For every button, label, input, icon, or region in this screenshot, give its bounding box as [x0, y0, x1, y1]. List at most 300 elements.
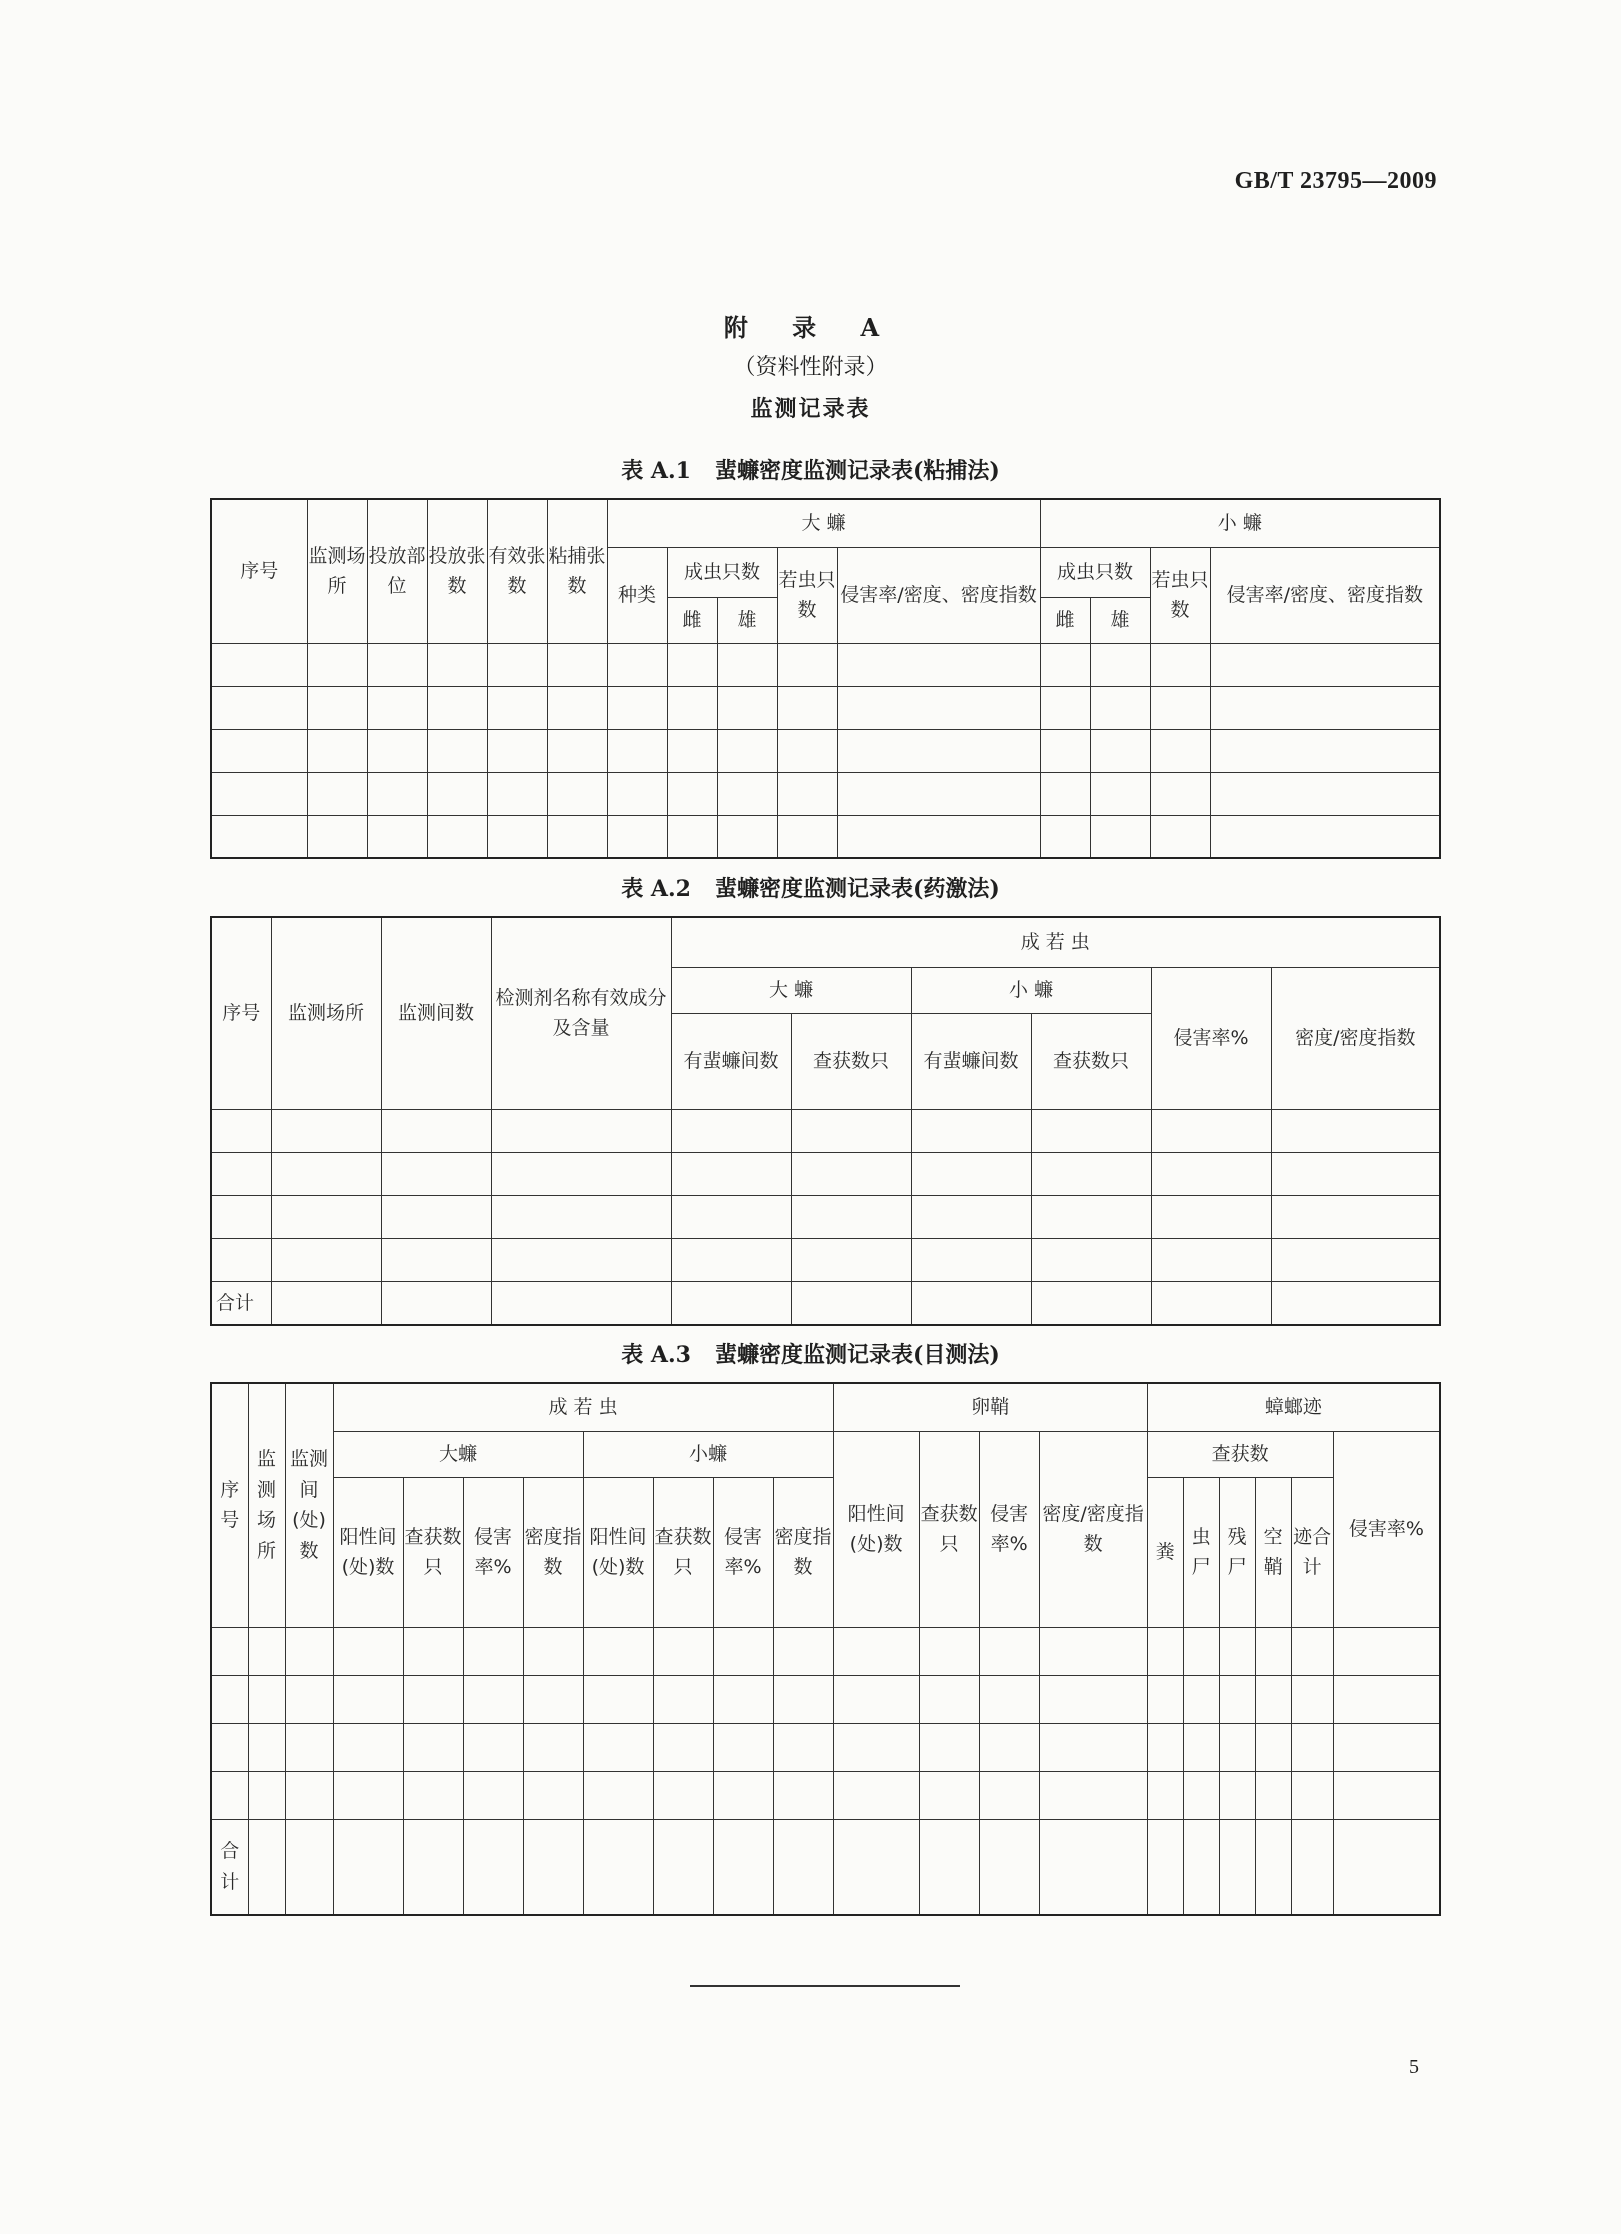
a1-table-cell — [1210, 643, 1440, 686]
a1-header-small: 小 蠊 — [1040, 499, 1440, 547]
a1-table-row — [211, 643, 1440, 686]
a3-table-cell — [1255, 1771, 1291, 1819]
a3-total-cell — [1333, 1819, 1440, 1915]
a2-table-cell — [791, 1195, 911, 1238]
a3-total-cell — [1183, 1819, 1219, 1915]
a3-table-cell — [1219, 1627, 1255, 1675]
table-a2 — [210, 916, 1441, 1326]
a1-table-cell — [1150, 643, 1210, 686]
a3-header-infest-rate-small: 侵害率% — [713, 1477, 773, 1627]
a1-table-cell — [837, 815, 1040, 858]
a3-table-cell — [1255, 1675, 1291, 1723]
a1-table-row — [211, 729, 1440, 772]
a1-table-cell — [367, 643, 427, 686]
a2-table-cell — [381, 1195, 491, 1238]
a1-table-cell — [777, 643, 837, 686]
a3-total-cell — [523, 1819, 583, 1915]
a3-table-cell — [523, 1675, 583, 1723]
a1-header-valid: 有效张数 — [487, 499, 547, 643]
a1-table-cell — [307, 686, 367, 729]
a3-total-cell — [1147, 1819, 1183, 1915]
a3-table-cell — [1291, 1723, 1333, 1771]
a1-data-rows — [211, 643, 1440, 858]
a3-total-cell — [403, 1819, 463, 1915]
a3-table-cell — [773, 1771, 833, 1819]
a3-header-found-traces: 查获数 — [1147, 1431, 1333, 1477]
a1-table-cell — [1210, 686, 1440, 729]
a3-table-cell — [583, 1675, 653, 1723]
a2-header-site: 监测场所 — [271, 917, 381, 1109]
a3-header-adult-nymph: 成 若 虫 — [333, 1383, 833, 1431]
a2-table-cell — [211, 1152, 271, 1195]
a3-table-cell — [653, 1627, 713, 1675]
a1-table-cell — [427, 686, 487, 729]
a2-total-cell — [271, 1281, 381, 1325]
a3-total-cell — [1291, 1819, 1333, 1915]
a2-table-cell — [911, 1238, 1031, 1281]
table-a3-number: 表 A.3 — [621, 1342, 691, 1368]
a3-table-cell — [1147, 1627, 1183, 1675]
a2-total-cell — [911, 1281, 1031, 1325]
a2-table-cell — [911, 1195, 1031, 1238]
a1-table-cell — [607, 686, 667, 729]
a3-table-cell — [211, 1723, 248, 1771]
a2-total-cell — [1271, 1281, 1440, 1325]
a3-header-density-large: 密度指数 — [523, 1477, 583, 1627]
a3-table-cell — [403, 1771, 463, 1819]
a3-table-cell — [919, 1723, 979, 1771]
a3-header-empty-ootheca: 空鞘 — [1255, 1477, 1291, 1627]
a3-total-cell — [919, 1819, 979, 1915]
a3-table-cell — [1219, 1723, 1255, 1771]
a2-header-small: 小 蠊 — [911, 967, 1151, 1013]
a1-table-cell — [211, 686, 307, 729]
a1-header-part: 投放部位 — [367, 499, 427, 643]
a3-total-label: 合计 — [211, 1819, 248, 1915]
a3-table-cell — [919, 1675, 979, 1723]
a1-table-row — [211, 772, 1440, 815]
a3-table-cell — [833, 1675, 919, 1723]
a2-table-cell — [271, 1195, 381, 1238]
table-a3-caption — [0, 1338, 1621, 1369]
a3-header-ootheca: 卵鞘 — [833, 1383, 1147, 1431]
a3-table-cell — [523, 1771, 583, 1819]
a1-table-cell — [487, 729, 547, 772]
annex-note: （资料性附录） — [733, 355, 888, 380]
a3-table-cell — [1333, 1723, 1440, 1771]
a1-table-row — [211, 686, 1440, 729]
a3-table-cell — [333, 1627, 403, 1675]
a1-table-cell — [427, 643, 487, 686]
a3-table-cell — [211, 1627, 248, 1675]
a2-table-cell — [911, 1109, 1031, 1152]
a3-table-cell — [285, 1675, 333, 1723]
a3-table-cell — [583, 1771, 653, 1819]
a3-header-positive-small: 阳性间(处)数 — [583, 1477, 653, 1627]
a3-table-cell — [1039, 1627, 1147, 1675]
a1-table-cell — [667, 643, 717, 686]
a2-total-cell — [791, 1281, 911, 1325]
table-a2-number: 表 A.2 — [621, 876, 691, 902]
a3-table-cell — [1147, 1723, 1183, 1771]
a3-table-cell — [713, 1675, 773, 1723]
a3-table-cell — [463, 1675, 523, 1723]
a1-table-cell — [1090, 643, 1150, 686]
a1-header-large: 大 蠊 — [607, 499, 1040, 547]
a2-table-cell — [381, 1238, 491, 1281]
a1-table-cell — [777, 686, 837, 729]
a3-table-cell — [463, 1771, 523, 1819]
a2-total-cell — [1031, 1281, 1151, 1325]
a2-table-cell — [1271, 1195, 1440, 1238]
a3-table-cell — [403, 1723, 463, 1771]
a3-table-cell — [833, 1723, 919, 1771]
a3-header-ootheca-density: 密度/密度指数 — [1039, 1431, 1147, 1627]
a1-table-cell — [777, 729, 837, 772]
a3-table-cell — [248, 1723, 285, 1771]
a3-table-cell — [1039, 1771, 1147, 1819]
a1-table-cell — [547, 729, 607, 772]
annex-heading: 监测记录表 — [750, 396, 871, 422]
a1-table-cell — [487, 686, 547, 729]
a2-table-cell — [491, 1109, 671, 1152]
a2-header-adult-nymph: 成 若 虫 — [671, 917, 1440, 967]
a3-total-cell — [1039, 1819, 1147, 1915]
a3-header-large: 大蠊 — [333, 1431, 583, 1477]
a3-table-cell — [919, 1627, 979, 1675]
a3-header-corpse: 虫尸 — [1183, 1477, 1219, 1627]
a2-table-row — [211, 1109, 1440, 1152]
a1-table-cell — [1090, 686, 1150, 729]
a3-table-cell — [1183, 1771, 1219, 1819]
a3-table-cell — [1039, 1675, 1147, 1723]
a3-table-cell — [248, 1627, 285, 1675]
a1-table-cell — [367, 772, 427, 815]
a2-total-cell — [1151, 1281, 1271, 1325]
a3-header-positive-large: 阳性间(处)数 — [333, 1477, 403, 1627]
table-a1 — [210, 498, 1441, 859]
a3-total-cell — [248, 1819, 285, 1915]
a1-header-female-small: 雌 — [1040, 597, 1090, 643]
a1-table-cell — [667, 772, 717, 815]
a2-total-cell — [671, 1281, 791, 1325]
a1-table-cell — [1090, 729, 1150, 772]
a1-table-cell — [1040, 643, 1090, 686]
a3-table-cell — [285, 1627, 333, 1675]
a1-table-cell — [667, 815, 717, 858]
a1-table-cell — [667, 729, 717, 772]
a2-table-cell — [381, 1109, 491, 1152]
a3-data-rows — [211, 1627, 1440, 1819]
a3-table-cell — [773, 1627, 833, 1675]
a3-header-density-small: 密度指数 — [773, 1477, 833, 1627]
a3-table-cell — [403, 1627, 463, 1675]
a2-header-large: 大 蠊 — [671, 967, 911, 1013]
a3-table-cell — [773, 1675, 833, 1723]
a2-table-cell — [671, 1238, 791, 1281]
a2-table-cell — [211, 1195, 271, 1238]
a3-header-remains: 残尸 — [1219, 1477, 1255, 1627]
a1-table-cell — [717, 643, 777, 686]
a3-table-cell — [333, 1723, 403, 1771]
a1-table-cell — [487, 772, 547, 815]
a1-table-cell — [427, 729, 487, 772]
a3-header-site: 监测场所 — [248, 1383, 285, 1627]
a3-table-cell — [248, 1771, 285, 1819]
a2-table-cell — [791, 1152, 911, 1195]
a3-table-row — [211, 1771, 1440, 1819]
a3-table-cell — [285, 1771, 333, 1819]
a3-table-cell — [333, 1675, 403, 1723]
a3-table-cell — [1333, 1771, 1440, 1819]
a2-table-cell — [671, 1152, 791, 1195]
a1-header-infest-large: 侵害率/密度、密度指数 — [837, 547, 1040, 643]
a1-table-cell — [717, 815, 777, 858]
a1-table-cell — [1150, 772, 1210, 815]
a2-table-cell — [491, 1238, 671, 1281]
a2-table-cell — [211, 1109, 271, 1152]
table-a1-number: 表 A.1 — [621, 458, 691, 484]
a3-total-cell — [1255, 1819, 1291, 1915]
a3-header-small: 小蠊 — [583, 1431, 833, 1477]
a2-table-cell — [271, 1152, 381, 1195]
standard-number: GB/T 23795—2009 — [1234, 168, 1437, 194]
a1-header-site: 监测场所 — [307, 499, 367, 643]
a3-table-cell — [248, 1675, 285, 1723]
a3-table-cell — [1333, 1675, 1440, 1723]
a3-table-cell — [919, 1771, 979, 1819]
a2-table-cell — [491, 1195, 671, 1238]
a1-table-cell — [307, 729, 367, 772]
a2-table-cell — [791, 1238, 911, 1281]
a1-table-cell — [367, 815, 427, 858]
a3-table-cell — [653, 1771, 713, 1819]
a1-table-cell — [307, 815, 367, 858]
a3-table-cell — [653, 1675, 713, 1723]
a1-table-cell — [777, 815, 837, 858]
a2-table-cell — [1031, 1238, 1151, 1281]
a2-header-infested-rooms-large: 有蜚蠊间数 — [671, 1013, 791, 1109]
a3-table-cell — [713, 1627, 773, 1675]
a2-total-cell — [381, 1281, 491, 1325]
a3-total-cell — [713, 1819, 773, 1915]
a2-total-label: 合计 — [211, 1281, 271, 1325]
a1-table-cell — [307, 643, 367, 686]
a3-table-cell — [211, 1771, 248, 1819]
a2-table-cell — [1271, 1109, 1440, 1152]
a2-table-cell — [911, 1152, 1031, 1195]
a3-header-found-small: 查获数只 — [653, 1477, 713, 1627]
a1-table-cell — [1090, 772, 1150, 815]
a1-table-cell — [1150, 729, 1210, 772]
a2-header-density: 密度/密度指数 — [1271, 967, 1440, 1109]
a1-table-cell — [211, 815, 307, 858]
a1-table-cell — [607, 643, 667, 686]
a3-table-cell — [1219, 1675, 1255, 1723]
a2-header-found-small: 查获数只 — [1031, 1013, 1151, 1109]
a1-table-cell — [667, 686, 717, 729]
a2-table-cell — [1031, 1152, 1151, 1195]
a2-data-rows — [211, 1109, 1440, 1281]
a1-table-cell — [487, 643, 547, 686]
a3-table-cell — [1291, 1771, 1333, 1819]
a3-table-cell — [713, 1771, 773, 1819]
a3-table-cell — [463, 1627, 523, 1675]
a3-header-rooms: 监测间(处)数 — [285, 1383, 333, 1627]
a3-total-cell — [463, 1819, 523, 1915]
a1-header-catch: 粘捕张数 — [547, 499, 607, 643]
a3-header-ootheca-infest-rate: 侵害率% — [979, 1431, 1039, 1627]
a1-table-cell — [717, 686, 777, 729]
a1-header-infest-small: 侵害率/密度、密度指数 — [1210, 547, 1440, 643]
a1-table-cell — [717, 729, 777, 772]
a2-header-infested-rooms-small: 有蜚蠊间数 — [911, 1013, 1031, 1109]
a3-table-cell — [1039, 1723, 1147, 1771]
a2-header-rooms: 监测间数 — [381, 917, 491, 1109]
a3-table-cell — [333, 1771, 403, 1819]
a1-header-adult-count-large: 成虫只数 — [667, 547, 777, 597]
a2-table-cell — [491, 1152, 671, 1195]
a1-table-cell — [1040, 772, 1090, 815]
a3-header-feces: 粪 — [1147, 1477, 1183, 1627]
a3-table-cell — [285, 1723, 333, 1771]
a1-table-cell — [547, 686, 607, 729]
a1-table-cell — [607, 772, 667, 815]
a2-table-row — [211, 1195, 1440, 1238]
a3-total-cell — [653, 1819, 713, 1915]
a3-table-cell — [773, 1723, 833, 1771]
a3-table-cell — [1183, 1675, 1219, 1723]
a2-header-found-large: 查获数只 — [791, 1013, 911, 1109]
a1-table-cell — [367, 729, 427, 772]
a3-table-cell — [1183, 1627, 1219, 1675]
a3-table-cell — [979, 1771, 1039, 1819]
a1-table-cell — [1040, 686, 1090, 729]
a1-table-cell — [1040, 815, 1090, 858]
a2-header-agent: 检测剂名称有效成分及含量 — [491, 917, 671, 1109]
a1-table-cell — [1210, 815, 1440, 858]
a1-table-cell — [717, 772, 777, 815]
a3-table-cell — [523, 1723, 583, 1771]
a1-table-cell — [607, 729, 667, 772]
a3-total-cell — [773, 1819, 833, 1915]
a3-total-cell — [1219, 1819, 1255, 1915]
a1-header-male-small: 雄 — [1090, 597, 1150, 643]
a1-header-female-large: 雌 — [667, 597, 717, 643]
a2-table-cell — [791, 1109, 911, 1152]
a2-total-cell — [491, 1281, 671, 1325]
table-a3-title: 蜚蠊密度监测记录表(目测法) — [714, 1342, 1000, 1368]
table-a1-title: 蜚蠊密度监测记录表(粘捕法) — [714, 458, 1000, 484]
a2-table-cell — [271, 1238, 381, 1281]
a3-table-cell — [1255, 1723, 1291, 1771]
a1-table-cell — [487, 815, 547, 858]
a1-table-cell — [211, 729, 307, 772]
a3-table-cell — [1291, 1627, 1333, 1675]
a1-table-cell — [547, 643, 607, 686]
a3-table-cell — [463, 1723, 523, 1771]
a3-table-cell — [583, 1627, 653, 1675]
a1-table-cell — [1210, 772, 1440, 815]
a1-table-cell — [837, 772, 1040, 815]
a3-table-cell — [979, 1723, 1039, 1771]
footer-rule — [690, 1985, 960, 1987]
a1-table-cell — [777, 772, 837, 815]
annex-title: 附 录 A — [723, 313, 898, 342]
a1-table-cell — [837, 643, 1040, 686]
a3-table-cell — [1291, 1675, 1333, 1723]
a1-table-cell — [427, 815, 487, 858]
a3-table-cell — [523, 1627, 583, 1675]
a2-table-cell — [671, 1195, 791, 1238]
a3-table-cell — [1333, 1627, 1440, 1675]
a3-total-cell — [333, 1819, 403, 1915]
a3-header-found-large: 查获数只 — [403, 1477, 463, 1627]
a2-table-cell — [1031, 1109, 1151, 1152]
table-a2-title: 蜚蠊密度监测记录表(药激法) — [714, 876, 1000, 902]
a2-table-cell — [671, 1109, 791, 1152]
a3-table-row — [211, 1627, 1440, 1675]
a3-total-cell — [285, 1819, 333, 1915]
a3-table-cell — [1219, 1771, 1255, 1819]
a3-total-cell — [583, 1819, 653, 1915]
a2-table-cell — [271, 1109, 381, 1152]
a1-table-cell — [1150, 815, 1210, 858]
a1-header-nymph-small: 若虫只数 — [1150, 547, 1210, 643]
a1-table-cell — [547, 815, 607, 858]
a2-table-cell — [1151, 1152, 1271, 1195]
a1-header-male-large: 雄 — [717, 597, 777, 643]
a3-header-trace-total: 迹合计 — [1291, 1477, 1333, 1627]
a2-table-row — [211, 1238, 1440, 1281]
table-a3 — [210, 1382, 1441, 1916]
a2-table-cell — [1151, 1195, 1271, 1238]
a1-header-seq: 序号 — [211, 499, 307, 643]
table-a1-caption — [0, 454, 1621, 485]
a3-table-cell — [833, 1771, 919, 1819]
a1-table-cell — [211, 772, 307, 815]
a3-table-cell — [979, 1627, 1039, 1675]
a3-header-ootheca-found: 查获数只 — [919, 1431, 979, 1627]
a1-table-cell — [1090, 815, 1150, 858]
a3-total-cell — [979, 1819, 1039, 1915]
a3-table-cell — [1255, 1627, 1291, 1675]
a2-table-cell — [381, 1152, 491, 1195]
a1-table-cell — [367, 686, 427, 729]
a3-header-traces: 蟑螂迹 — [1147, 1383, 1440, 1431]
a3-table-cell — [403, 1675, 463, 1723]
a3-header-trace-infest: 侵害率% — [1333, 1431, 1440, 1627]
a3-table-row — [211, 1723, 1440, 1771]
a3-table-cell — [1147, 1675, 1183, 1723]
a3-table-cell — [979, 1675, 1039, 1723]
a3-table-cell — [833, 1627, 919, 1675]
a2-table-cell — [1271, 1238, 1440, 1281]
a2-table-cell — [1151, 1238, 1271, 1281]
a1-table-cell — [1040, 729, 1090, 772]
a1-header-nymph-large: 若虫只数 — [777, 547, 837, 643]
a3-table-row — [211, 1675, 1440, 1723]
a3-table-cell — [1183, 1723, 1219, 1771]
a1-table-cell — [547, 772, 607, 815]
a1-table-cell — [427, 772, 487, 815]
a2-table-row — [211, 1152, 1440, 1195]
table-a2-caption — [0, 872, 1621, 903]
a3-header-ootheca-positive: 阳性间(处)数 — [833, 1431, 919, 1627]
a1-header-adult-count-small: 成虫只数 — [1040, 547, 1150, 597]
a2-table-cell — [1031, 1195, 1151, 1238]
a1-table-cell — [211, 643, 307, 686]
